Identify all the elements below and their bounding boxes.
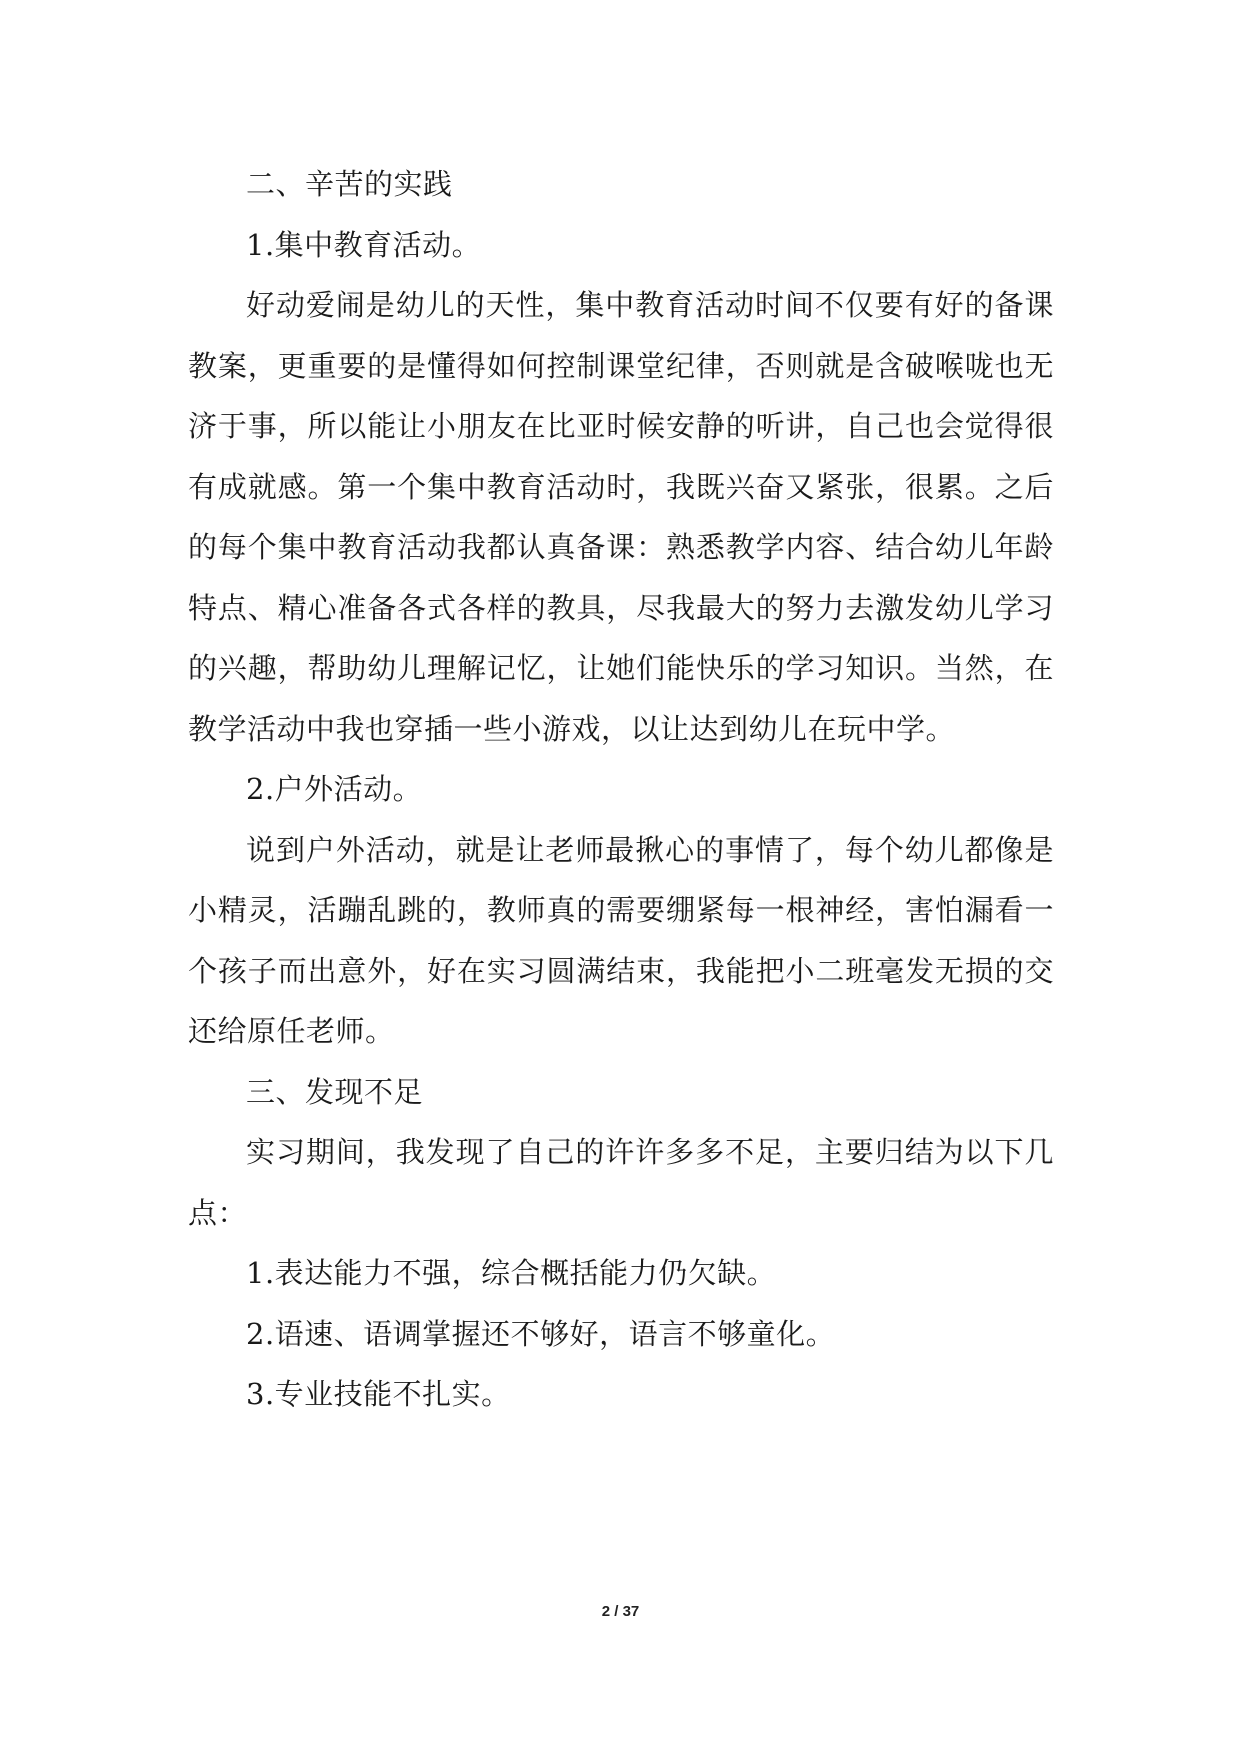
section-heading-practice: 二、辛苦的实践	[246, 167, 453, 201]
paragraph-shortcomings-intro: 实习期间，我发现了自己的许许多多不足，主要归结为以下几点：	[188, 1135, 1054, 1230]
paragraph-outdoor-activity: 说到户外活动，就是让老师最揪心的事情了，每个幼儿都像是小精灵，活蹦乱跳的，教师真的需要绷紧每一根神经，害怕漏看一个孩子而出意外，好在实习圆满结束，我能把小二班毫发无损的交还给原任老师。	[188, 832, 1054, 1048]
page-number: 2 / 37	[601, 1603, 640, 1620]
section-heading-shortcomings: 三、发现不足	[246, 1074, 424, 1109]
subheading-outdoor-activity: 2.户外活动。	[246, 772, 423, 806]
list-item-speech: 2.语速、语调掌握还不够好，语言不够童化。	[246, 1316, 836, 1351]
paragraph-group-activity: 好动爱闹是幼儿的天性，集中教育活动时间不仅要有好的备课教案，更重要的是懂得如何控制课堂纪律，否则就是含破喉咙也无济于事，所以能让小朋友在比亚时候安静的听讲，自己也会觉得很有成就感。第一个集中教育活动时，我既兴奋又紧张，很累。之后的每个集中教育活动我都认真备课：熟悉教学内容、结合幼儿年龄特点、精心准备各式各样的教具，尽我最大的努力去激发幼儿学习的兴趣，帮助幼儿理解记忆，让她们能快乐的学习知识。当然，在教学活动中我也穿插一些小游戏，以让达到幼儿在玩中学。	[188, 288, 1054, 746]
subheading-group-activity: 1.集中教育活动。	[246, 227, 482, 262]
document-body	[188, 154, 1054, 1425]
list-item-expression: 1.表达能力不强，综合概括能力仍欠缺。	[246, 1256, 777, 1290]
list-item-skills: 3.专业技能不扎实。	[246, 1377, 511, 1411]
